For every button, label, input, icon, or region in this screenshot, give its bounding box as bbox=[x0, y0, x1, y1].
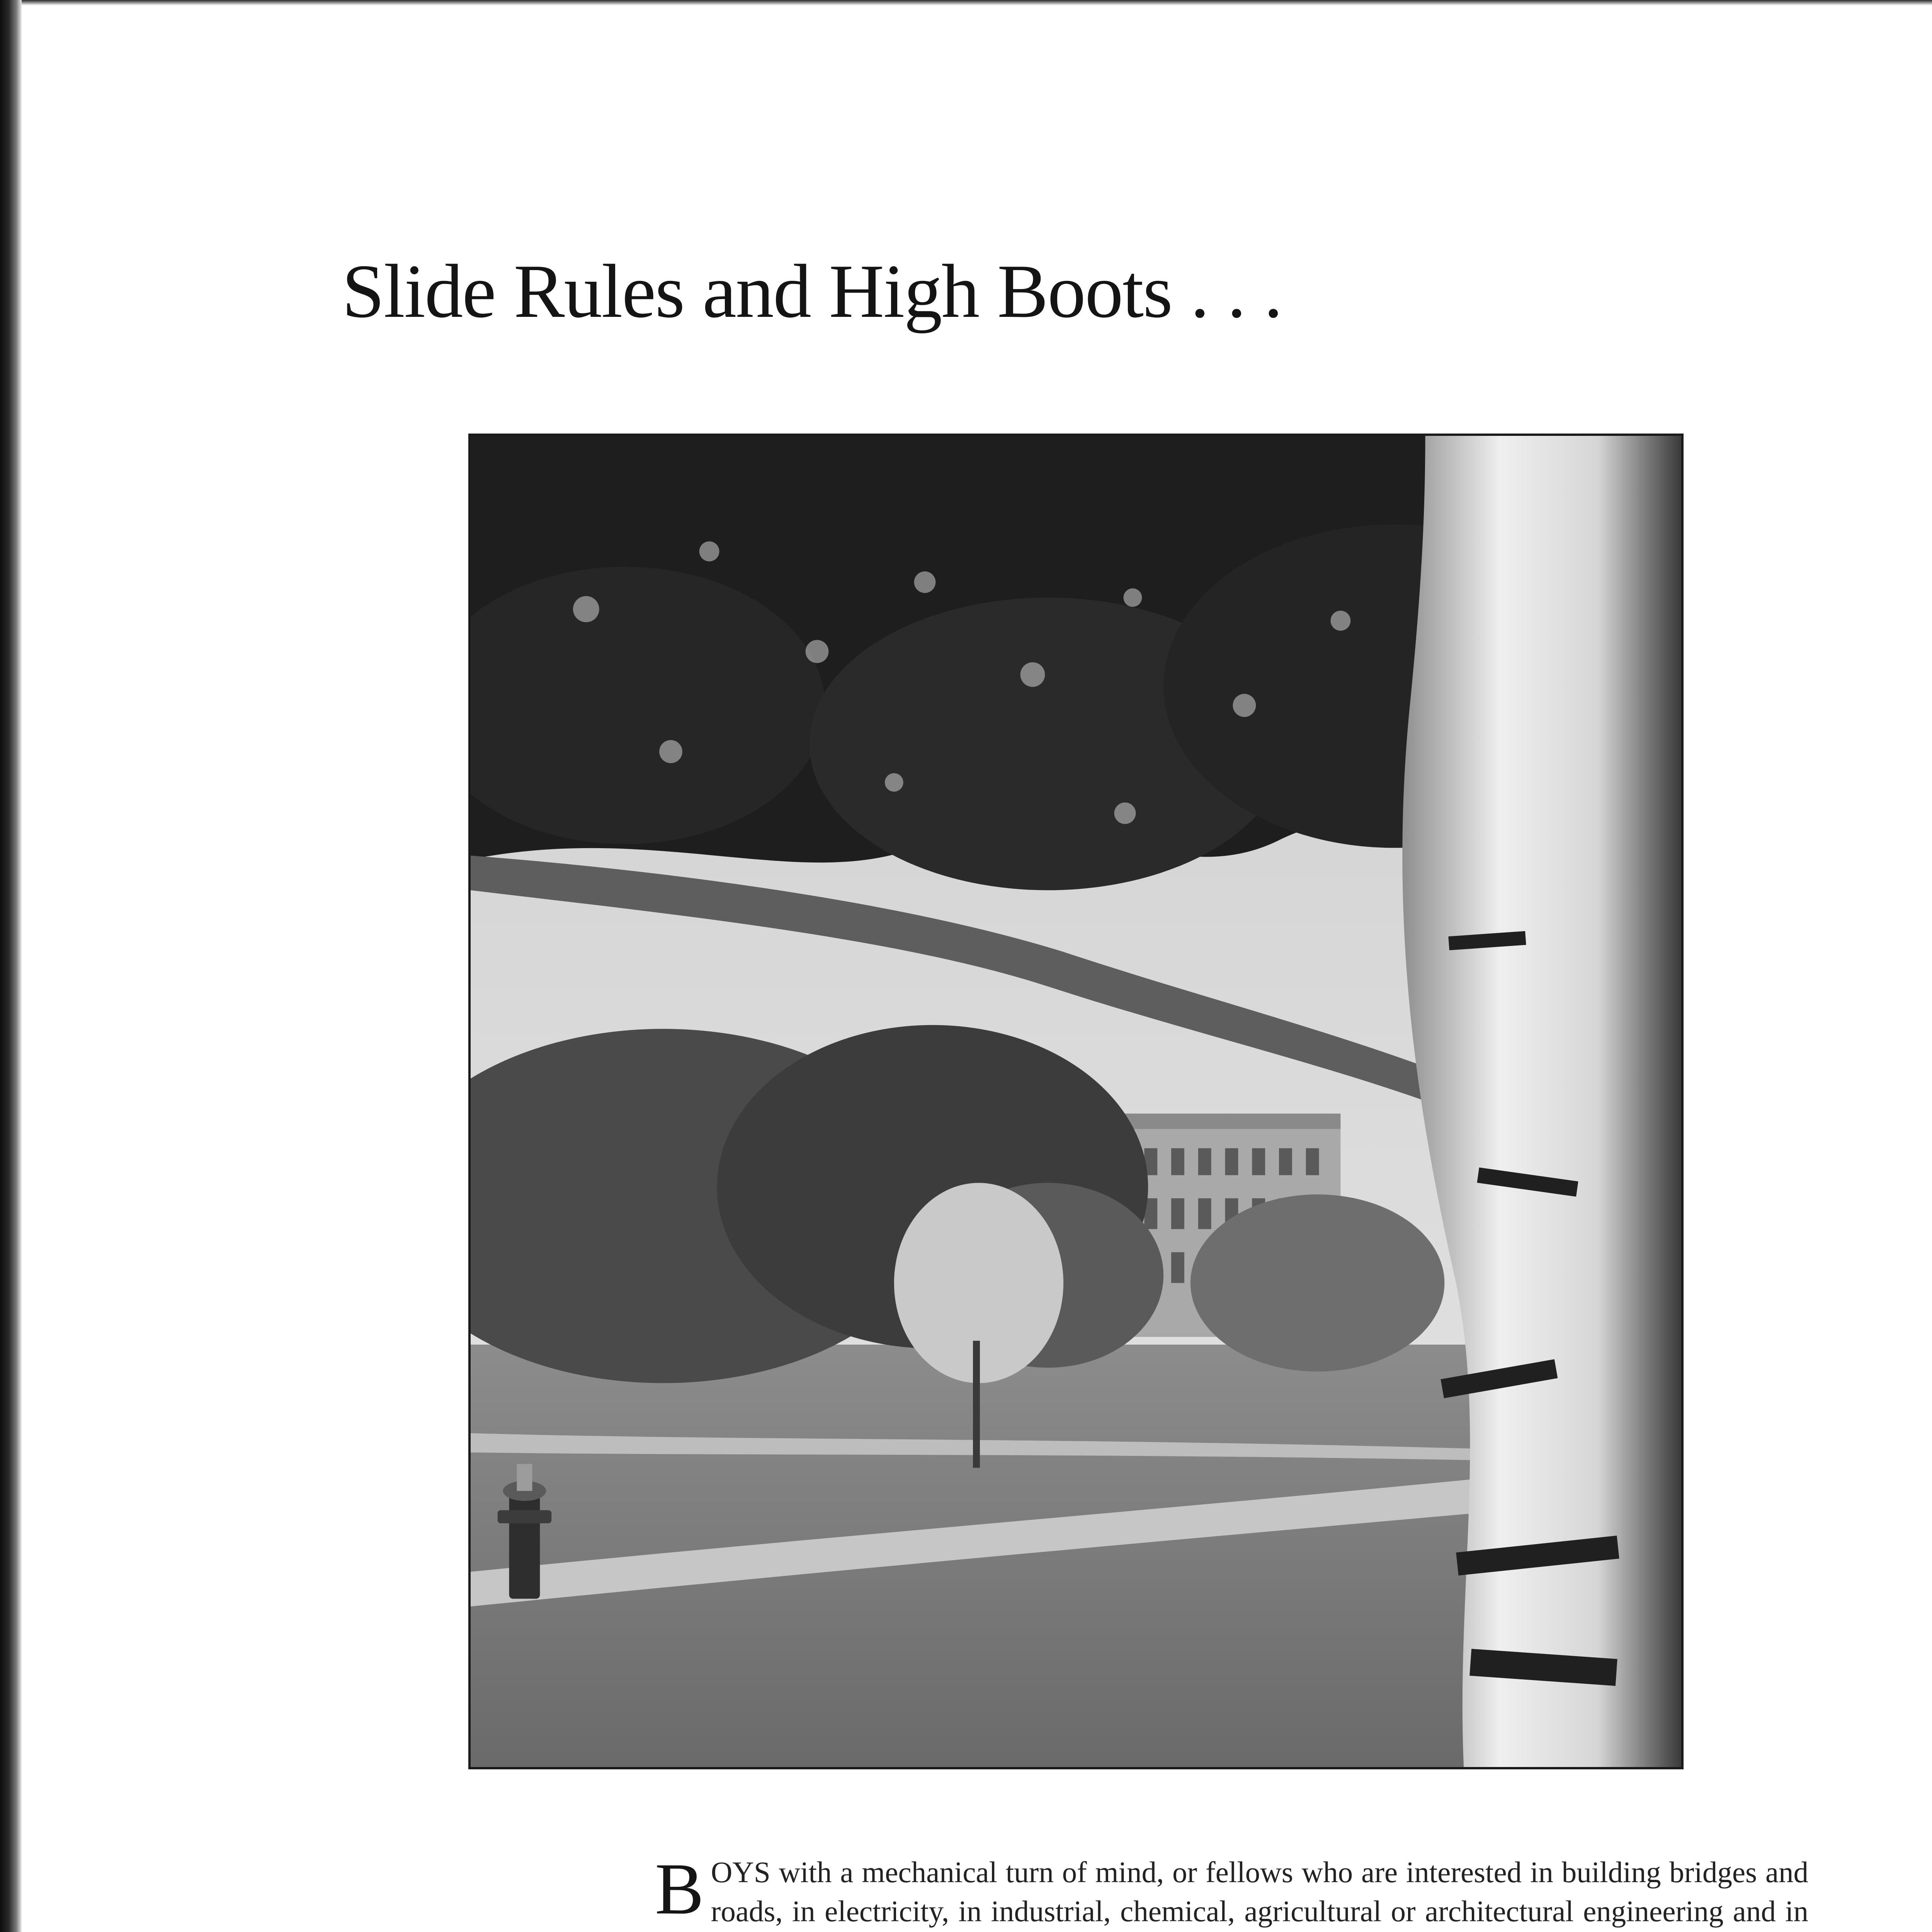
page-title: Slide Rules and High Boots . . . bbox=[342, 249, 1282, 333]
dropcap-letter: B bbox=[655, 1849, 704, 1930]
campus-photo-illustration bbox=[471, 436, 1681, 1767]
page-edge-top bbox=[0, 0, 1932, 5]
page-edge-left bbox=[0, 0, 22, 1932]
campus-photo bbox=[468, 434, 1684, 1769]
article-paragraph bbox=[655, 1849, 1808, 1932]
article-text: OYS with a mechanical turn of mind, or fellows who are interested in building bridges and roads, in electricity, in industrial, chemical, agricultural or architectural engineering and in bbox=[711, 1855, 1808, 1928]
